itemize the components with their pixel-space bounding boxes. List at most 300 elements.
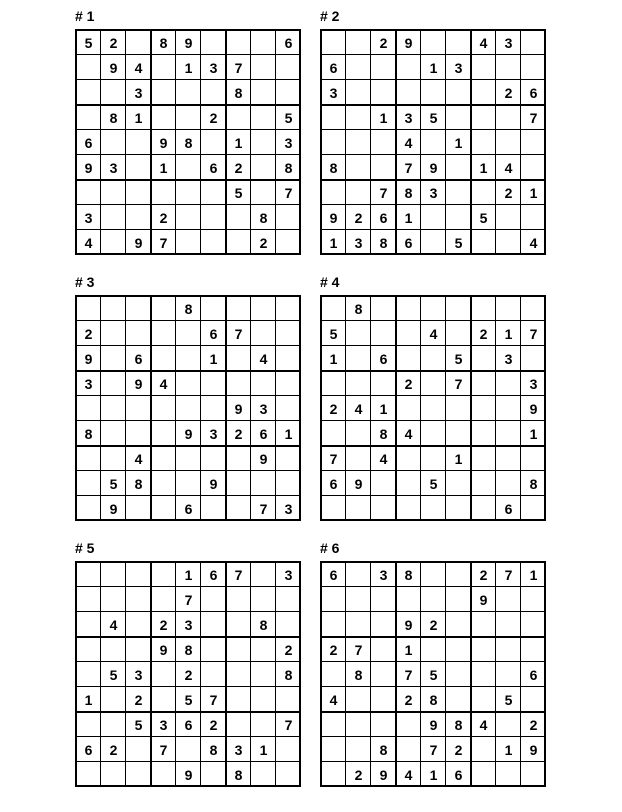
sudoku-cell[interactable]: 9 <box>529 741 538 758</box>
sudoku-cell[interactable] <box>471 346 496 371</box>
sudoku-cell[interactable] <box>276 80 301 105</box>
sudoku-cell[interactable]: 8 <box>184 134 193 151</box>
sudoku-cell[interactable] <box>126 587 151 612</box>
sudoku-cell[interactable] <box>521 587 546 612</box>
sudoku-cell[interactable]: 1 <box>429 59 438 76</box>
sudoku-cell[interactable]: 5 <box>504 691 513 708</box>
sudoku-cell[interactable]: 3 <box>504 34 513 51</box>
sudoku-cell[interactable] <box>126 180 151 205</box>
sudoku-cell[interactable] <box>446 80 471 105</box>
sudoku-cell[interactable] <box>201 446 226 471</box>
sudoku-cell[interactable] <box>446 205 471 230</box>
sudoku-cell[interactable]: 7 <box>159 741 168 758</box>
sudoku-cell[interactable]: 7 <box>529 325 538 342</box>
sudoku-cell[interactable] <box>126 205 151 230</box>
sudoku-cell[interactable]: 3 <box>284 134 293 151</box>
sudoku-cell[interactable]: 7 <box>284 716 293 733</box>
sudoku-cell[interactable] <box>446 562 471 587</box>
sudoku-cell[interactable]: 2 <box>184 666 193 683</box>
sudoku-cell[interactable]: 1 <box>404 641 413 658</box>
sudoku-cell[interactable] <box>126 496 151 521</box>
sudoku-cell[interactable]: 6 <box>134 350 143 367</box>
sudoku-cell[interactable]: 4 <box>379 450 388 467</box>
sudoku-cell[interactable]: 3 <box>429 184 438 201</box>
sudoku-cell[interactable]: 2 <box>504 84 513 101</box>
sudoku-cell[interactable] <box>446 421 471 446</box>
sudoku-cell[interactable]: 6 <box>529 84 538 101</box>
sudoku-cell[interactable] <box>496 762 521 787</box>
sudoku-cell[interactable] <box>496 712 521 737</box>
sudoku-cell[interactable]: 2 <box>379 34 388 51</box>
sudoku-cell[interactable] <box>201 180 226 205</box>
sudoku-cell[interactable] <box>101 712 126 737</box>
sudoku-cell[interactable] <box>226 712 251 737</box>
sudoku-cell[interactable]: 8 <box>454 716 463 733</box>
sudoku-cell[interactable] <box>151 296 176 321</box>
sudoku-cell[interactable] <box>346 30 371 55</box>
sudoku-cell[interactable] <box>346 130 371 155</box>
sudoku-cell[interactable]: 8 <box>529 475 538 492</box>
sudoku-cell[interactable] <box>201 396 226 421</box>
sudoku-cell[interactable] <box>176 371 201 396</box>
sudoku-cell[interactable]: 6 <box>454 766 463 783</box>
sudoku-cell[interactable]: 9 <box>234 400 243 417</box>
sudoku-cell[interactable] <box>126 30 151 55</box>
sudoku-cell[interactable] <box>176 321 201 346</box>
sudoku-cell[interactable]: 3 <box>109 159 118 176</box>
sudoku-cell[interactable]: 9 <box>329 209 338 226</box>
sudoku-cell[interactable] <box>176 737 201 762</box>
sudoku-cell[interactable] <box>421 205 446 230</box>
sudoku-cell[interactable] <box>276 737 301 762</box>
sudoku-cell[interactable] <box>471 396 496 421</box>
sudoku-cell[interactable] <box>251 687 276 712</box>
sudoku-cell[interactable]: 3 <box>284 500 293 517</box>
sudoku-cell[interactable]: 1 <box>479 159 488 176</box>
sudoku-cell[interactable] <box>76 587 101 612</box>
sudoku-cell[interactable] <box>251 662 276 687</box>
sudoku-cell[interactable]: 8 <box>429 691 438 708</box>
sudoku-cell[interactable]: 5 <box>84 34 93 51</box>
sudoku-cell[interactable]: 1 <box>209 350 218 367</box>
sudoku-cell[interactable] <box>496 205 521 230</box>
sudoku-cell[interactable] <box>151 587 176 612</box>
sudoku-cell[interactable]: 9 <box>84 159 93 176</box>
sudoku-cell[interactable]: 9 <box>184 425 193 442</box>
sudoku-cell[interactable]: 4 <box>84 234 93 251</box>
sudoku-cell[interactable]: 8 <box>259 616 268 633</box>
sudoku-cell[interactable] <box>521 30 546 55</box>
sudoku-cell[interactable]: 8 <box>354 666 363 683</box>
sudoku-cell[interactable] <box>126 155 151 180</box>
sudoku-cell[interactable]: 2 <box>109 34 118 51</box>
sudoku-cell[interactable]: 8 <box>354 300 363 317</box>
sudoku-cell[interactable] <box>201 587 226 612</box>
sudoku-cell[interactable]: 4 <box>134 59 143 76</box>
sudoku-cell[interactable]: 9 <box>354 475 363 492</box>
sudoku-cell[interactable] <box>471 471 496 496</box>
sudoku-cell[interactable] <box>496 662 521 687</box>
sudoku-cell[interactable] <box>446 30 471 55</box>
sudoku-cell[interactable]: 7 <box>284 184 293 201</box>
sudoku-cell[interactable] <box>521 446 546 471</box>
sudoku-cell[interactable] <box>101 637 126 662</box>
sudoku-cell[interactable] <box>76 180 101 205</box>
sudoku-cell[interactable]: 2 <box>234 425 243 442</box>
sudoku-cell[interactable] <box>176 471 201 496</box>
sudoku-cell[interactable] <box>471 762 496 787</box>
sudoku-cell[interactable] <box>201 205 226 230</box>
sudoku-cell[interactable]: 4 <box>259 350 268 367</box>
sudoku-cell[interactable] <box>226 446 251 471</box>
sudoku-cell[interactable]: 6 <box>84 741 93 758</box>
sudoku-cell[interactable]: 2 <box>159 616 168 633</box>
sudoku-cell[interactable] <box>176 396 201 421</box>
sudoku-cell[interactable] <box>471 737 496 762</box>
sudoku-cell[interactable] <box>446 496 471 521</box>
sudoku-cell[interactable] <box>446 155 471 180</box>
sudoku-cell[interactable] <box>471 612 496 637</box>
sudoku-cell[interactable] <box>371 612 396 637</box>
sudoku-cell[interactable] <box>321 180 346 205</box>
sudoku-cell[interactable]: 2 <box>429 616 438 633</box>
sudoku-cell[interactable] <box>101 587 126 612</box>
sudoku-cell[interactable] <box>321 421 346 446</box>
sudoku-cell[interactable] <box>371 587 396 612</box>
sudoku-cell[interactable] <box>371 371 396 396</box>
sudoku-cell[interactable]: 6 <box>209 159 218 176</box>
sudoku-cell[interactable]: 1 <box>379 400 388 417</box>
sudoku-cell[interactable] <box>396 55 421 80</box>
sudoku-cell[interactable] <box>176 180 201 205</box>
sudoku-cell[interactable] <box>496 296 521 321</box>
sudoku-cell[interactable] <box>101 321 126 346</box>
sudoku-cell[interactable]: 1 <box>529 566 538 583</box>
sudoku-cell[interactable] <box>346 562 371 587</box>
sudoku-cell[interactable] <box>251 637 276 662</box>
sudoku-cell[interactable] <box>496 471 521 496</box>
sudoku-cell[interactable] <box>76 55 101 80</box>
sudoku-cell[interactable]: 4 <box>329 691 338 708</box>
sudoku-cell[interactable]: 1 <box>454 450 463 467</box>
sudoku-cell[interactable]: 7 <box>379 184 388 201</box>
sudoku-cell[interactable] <box>226 230 251 255</box>
sudoku-cell[interactable] <box>276 296 301 321</box>
sudoku-cell[interactable]: 1 <box>84 691 93 708</box>
sudoku-cell[interactable] <box>421 446 446 471</box>
sudoku-cell[interactable]: 1 <box>234 134 243 151</box>
sudoku-cell[interactable] <box>76 446 101 471</box>
sudoku-cell[interactable] <box>471 371 496 396</box>
sudoku-cell[interactable] <box>396 321 421 346</box>
sudoku-cell[interactable] <box>126 762 151 787</box>
sudoku-cell[interactable] <box>276 371 301 396</box>
sudoku-cell[interactable] <box>421 346 446 371</box>
sudoku-cell[interactable]: 9 <box>404 616 413 633</box>
sudoku-cell[interactable]: 5 <box>429 109 438 126</box>
sudoku-cell[interactable] <box>76 662 101 687</box>
sudoku-cell[interactable]: 6 <box>329 566 338 583</box>
sudoku-cell[interactable] <box>201 762 226 787</box>
sudoku-cell[interactable] <box>496 396 521 421</box>
sudoku-cell[interactable] <box>471 496 496 521</box>
sudoku-cell[interactable] <box>126 612 151 637</box>
sudoku-cell[interactable] <box>421 371 446 396</box>
sudoku-cell[interactable]: 1 <box>529 184 538 201</box>
sudoku-cell[interactable]: 2 <box>479 566 488 583</box>
sudoku-cell[interactable] <box>371 155 396 180</box>
sudoku-cell[interactable] <box>251 321 276 346</box>
sudoku-cell[interactable]: 3 <box>354 234 363 251</box>
sudoku-cell[interactable]: 2 <box>329 641 338 658</box>
sudoku-cell[interactable] <box>346 587 371 612</box>
sudoku-cell[interactable] <box>346 321 371 346</box>
sudoku-cell[interactable] <box>521 296 546 321</box>
sudoku-cell[interactable] <box>226 296 251 321</box>
sudoku-cell[interactable] <box>251 105 276 130</box>
sudoku-cell[interactable]: 3 <box>134 84 143 101</box>
sudoku-cell[interactable] <box>276 230 301 255</box>
sudoku-cell[interactable] <box>176 346 201 371</box>
sudoku-cell[interactable] <box>521 637 546 662</box>
sudoku-cell[interactable]: 2 <box>284 641 293 658</box>
sudoku-cell[interactable]: 8 <box>109 109 118 126</box>
sudoku-cell[interactable]: 8 <box>134 475 143 492</box>
sudoku-cell[interactable] <box>151 446 176 471</box>
sudoku-cell[interactable]: 9 <box>109 500 118 517</box>
sudoku-cell[interactable] <box>76 105 101 130</box>
sudoku-cell[interactable]: 5 <box>234 184 243 201</box>
sudoku-cell[interactable] <box>201 30 226 55</box>
sudoku-cell[interactable]: 6 <box>209 566 218 583</box>
sudoku-cell[interactable]: 5 <box>109 666 118 683</box>
sudoku-cell[interactable] <box>151 321 176 346</box>
sudoku-cell[interactable] <box>496 55 521 80</box>
sudoku-cell[interactable]: 5 <box>134 716 143 733</box>
sudoku-cell[interactable]: 6 <box>504 500 513 517</box>
sudoku-cell[interactable] <box>346 180 371 205</box>
sudoku-cell[interactable]: 1 <box>329 350 338 367</box>
sudoku-cell[interactable]: 7 <box>184 591 193 608</box>
sudoku-cell[interactable] <box>226 30 251 55</box>
sudoku-cell[interactable] <box>421 80 446 105</box>
sudoku-cell[interactable]: 6 <box>329 475 338 492</box>
sudoku-cell[interactable]: 3 <box>209 425 218 442</box>
sudoku-cell[interactable] <box>371 296 396 321</box>
sudoku-cell[interactable] <box>521 687 546 712</box>
sudoku-cell[interactable] <box>496 130 521 155</box>
sudoku-cell[interactable] <box>276 471 301 496</box>
sudoku-cell[interactable]: 6 <box>329 59 338 76</box>
sudoku-cell[interactable] <box>201 230 226 255</box>
sudoku-cell[interactable] <box>471 421 496 446</box>
sudoku-cell[interactable]: 2 <box>529 716 538 733</box>
sudoku-cell[interactable] <box>371 687 396 712</box>
sudoku-cell[interactable] <box>521 155 546 180</box>
sudoku-cell[interactable] <box>371 496 396 521</box>
sudoku-cell[interactable] <box>471 80 496 105</box>
sudoku-cell[interactable] <box>226 687 251 712</box>
sudoku-cell[interactable] <box>521 496 546 521</box>
sudoku-cell[interactable] <box>421 496 446 521</box>
sudoku-cell[interactable] <box>226 662 251 687</box>
sudoku-cell[interactable]: 6 <box>404 234 413 251</box>
sudoku-cell[interactable] <box>126 421 151 446</box>
sudoku-cell[interactable]: 2 <box>159 209 168 226</box>
sudoku-cell[interactable] <box>346 446 371 471</box>
sudoku-cell[interactable] <box>396 446 421 471</box>
sudoku-cell[interactable] <box>76 296 101 321</box>
sudoku-cell[interactable]: 7 <box>354 641 363 658</box>
sudoku-cell[interactable] <box>396 471 421 496</box>
sudoku-cell[interactable] <box>496 105 521 130</box>
sudoku-cell[interactable]: 9 <box>159 641 168 658</box>
sudoku-cell[interactable]: 6 <box>259 425 268 442</box>
sudoku-cell[interactable] <box>126 321 151 346</box>
sudoku-cell[interactable] <box>176 155 201 180</box>
sudoku-cell[interactable]: 1 <box>134 109 143 126</box>
sudoku-cell[interactable]: 1 <box>259 741 268 758</box>
sudoku-cell[interactable] <box>76 396 101 421</box>
sudoku-cell[interactable]: 4 <box>429 325 438 342</box>
sudoku-cell[interactable] <box>251 371 276 396</box>
sudoku-cell[interactable] <box>496 371 521 396</box>
sudoku-cell[interactable] <box>76 496 101 521</box>
sudoku-cell[interactable]: 6 <box>379 350 388 367</box>
sudoku-cell[interactable] <box>396 587 421 612</box>
sudoku-cell[interactable]: 5 <box>109 475 118 492</box>
sudoku-cell[interactable]: 8 <box>234 84 243 101</box>
sudoku-cell[interactable]: 9 <box>209 475 218 492</box>
sudoku-cell[interactable]: 3 <box>159 716 168 733</box>
sudoku-cell[interactable] <box>151 496 176 521</box>
sudoku-cell[interactable]: 9 <box>259 450 268 467</box>
sudoku-cell[interactable]: 6 <box>379 209 388 226</box>
sudoku-cell[interactable] <box>176 230 201 255</box>
sudoku-cell[interactable]: 9 <box>429 716 438 733</box>
sudoku-cell[interactable] <box>321 762 346 787</box>
sudoku-cell[interactable]: 9 <box>159 134 168 151</box>
sudoku-cell[interactable]: 7 <box>259 500 268 517</box>
sudoku-cell[interactable]: 2 <box>134 691 143 708</box>
sudoku-cell[interactable] <box>126 737 151 762</box>
sudoku-cell[interactable] <box>446 587 471 612</box>
sudoku-cell[interactable] <box>126 296 151 321</box>
sudoku-cell[interactable]: 1 <box>454 134 463 151</box>
sudoku-cell[interactable]: 4 <box>354 400 363 417</box>
sudoku-cell[interactable] <box>101 205 126 230</box>
sudoku-cell[interactable]: 4 <box>404 425 413 442</box>
sudoku-cell[interactable] <box>101 130 126 155</box>
sudoku-cell[interactable] <box>151 346 176 371</box>
sudoku-cell[interactable] <box>276 321 301 346</box>
sudoku-cell[interactable]: 5 <box>284 109 293 126</box>
sudoku-cell[interactable] <box>446 687 471 712</box>
sudoku-cell[interactable]: 2 <box>504 184 513 201</box>
sudoku-cell[interactable]: 4 <box>159 375 168 392</box>
sudoku-cell[interactable]: 8 <box>379 425 388 442</box>
sudoku-cell[interactable] <box>201 612 226 637</box>
sudoku-cell[interactable]: 1 <box>284 425 293 442</box>
sudoku-cell[interactable]: 7 <box>404 159 413 176</box>
sudoku-cell[interactable] <box>496 637 521 662</box>
sudoku-cell[interactable] <box>251 587 276 612</box>
sudoku-cell[interactable]: 2 <box>404 691 413 708</box>
sudoku-cell[interactable] <box>76 762 101 787</box>
sudoku-cell[interactable]: 8 <box>329 159 338 176</box>
sudoku-cell[interactable]: 8 <box>209 741 218 758</box>
sudoku-cell[interactable]: 9 <box>109 59 118 76</box>
sudoku-cell[interactable]: 5 <box>329 325 338 342</box>
sudoku-cell[interactable]: 3 <box>184 616 193 633</box>
sudoku-cell[interactable] <box>276 587 301 612</box>
sudoku-cell[interactable] <box>101 421 126 446</box>
sudoku-cell[interactable] <box>371 712 396 737</box>
sudoku-cell[interactable] <box>321 130 346 155</box>
sudoku-cell[interactable]: 7 <box>454 375 463 392</box>
sudoku-cell[interactable] <box>176 446 201 471</box>
sudoku-cell[interactable] <box>76 637 101 662</box>
sudoku-cell[interactable] <box>346 687 371 712</box>
sudoku-cell[interactable]: 1 <box>184 59 193 76</box>
sudoku-cell[interactable]: 4 <box>504 159 513 176</box>
sudoku-cell[interactable]: 4 <box>109 616 118 633</box>
sudoku-cell[interactable]: 5 <box>479 209 488 226</box>
sudoku-cell[interactable] <box>346 105 371 130</box>
sudoku-cell[interactable]: 8 <box>404 566 413 583</box>
sudoku-cell[interactable]: 5 <box>454 350 463 367</box>
sudoku-cell[interactable]: 3 <box>134 666 143 683</box>
sudoku-cell[interactable]: 9 <box>134 375 143 392</box>
sudoku-cell[interactable] <box>276 612 301 637</box>
sudoku-cell[interactable]: 9 <box>404 34 413 51</box>
sudoku-cell[interactable] <box>446 321 471 346</box>
sudoku-cell[interactable]: 3 <box>259 400 268 417</box>
sudoku-cell[interactable] <box>471 446 496 471</box>
sudoku-cell[interactable]: 4 <box>134 450 143 467</box>
sudoku-cell[interactable] <box>76 712 101 737</box>
sudoku-cell[interactable] <box>421 587 446 612</box>
sudoku-cell[interactable]: 8 <box>404 184 413 201</box>
sudoku-cell[interactable] <box>521 612 546 637</box>
sudoku-cell[interactable] <box>76 612 101 637</box>
sudoku-cell[interactable] <box>276 687 301 712</box>
sudoku-cell[interactable] <box>101 346 126 371</box>
sudoku-cell[interactable]: 3 <box>84 375 93 392</box>
sudoku-cell[interactable] <box>151 180 176 205</box>
sudoku-cell[interactable] <box>446 296 471 321</box>
sudoku-cell[interactable] <box>496 587 521 612</box>
sudoku-cell[interactable]: 2 <box>209 716 218 733</box>
sudoku-cell[interactable]: 2 <box>454 741 463 758</box>
sudoku-cell[interactable] <box>496 612 521 637</box>
sudoku-cell[interactable] <box>176 205 201 230</box>
sudoku-cell[interactable] <box>251 55 276 80</box>
sudoku-cell[interactable]: 7 <box>529 109 538 126</box>
sudoku-cell[interactable] <box>226 587 251 612</box>
sudoku-cell[interactable] <box>251 155 276 180</box>
sudoku-cell[interactable]: 2 <box>234 159 243 176</box>
sudoku-cell[interactable]: 9 <box>479 591 488 608</box>
sudoku-cell[interactable] <box>371 130 396 155</box>
sudoku-cell[interactable] <box>226 637 251 662</box>
sudoku-cell[interactable] <box>446 637 471 662</box>
sudoku-cell[interactable]: 7 <box>234 59 243 76</box>
sudoku-cell[interactable] <box>421 130 446 155</box>
sudoku-cell[interactable] <box>101 230 126 255</box>
sudoku-cell[interactable] <box>251 562 276 587</box>
sudoku-cell[interactable]: 8 <box>184 641 193 658</box>
